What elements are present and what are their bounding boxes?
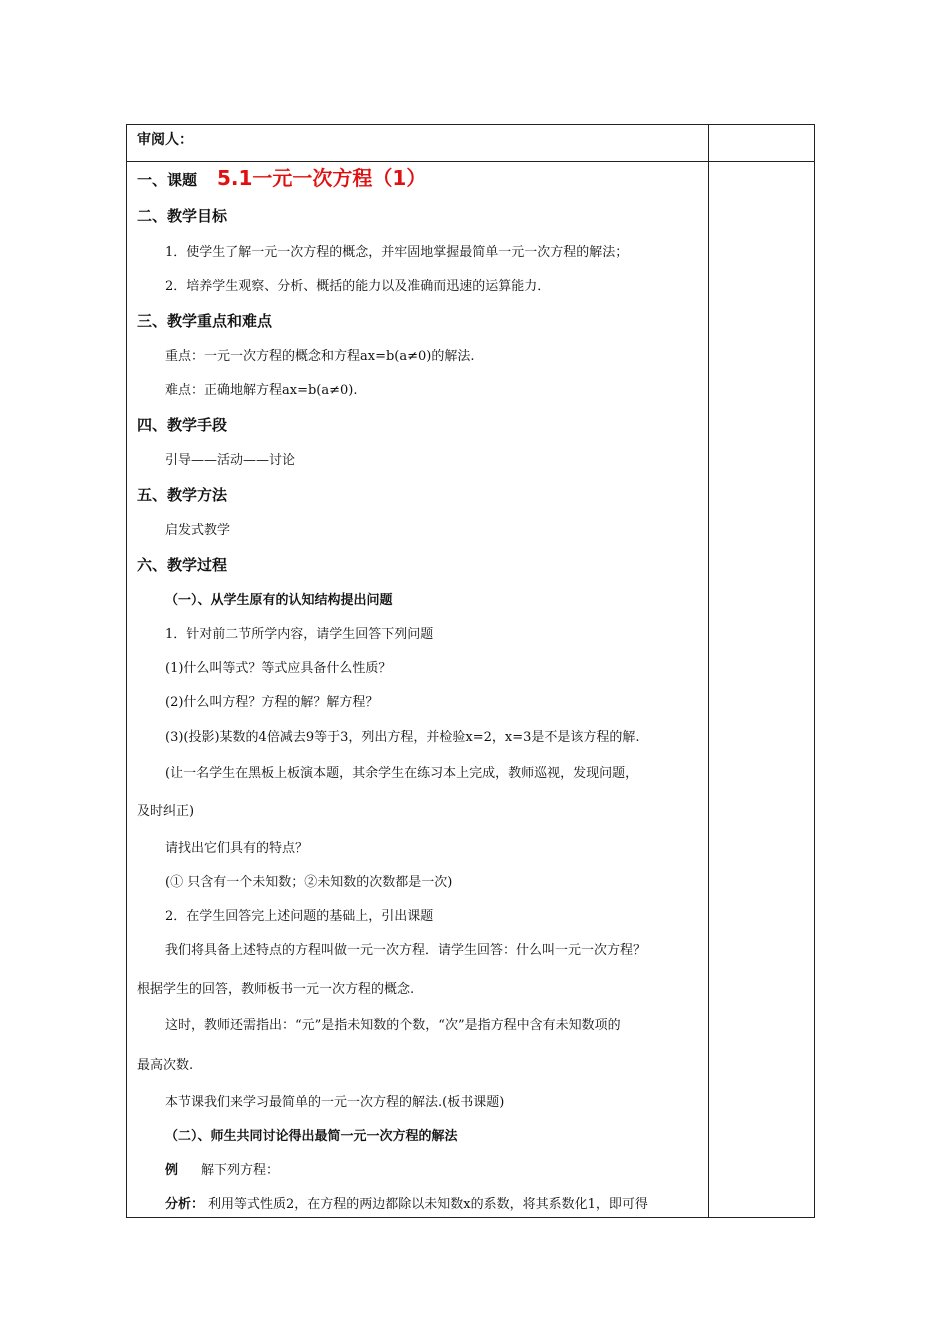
process-line: (让一名学生在黑板上板演本题，其余学生在练习本上完成，教师巡视，发现问题， <box>165 766 639 781</box>
objective-2: 2．培养学生观察、分析、概括的能力以及准确而迅速的运算能力． <box>165 279 551 294</box>
analysis-label: 分析： <box>165 1197 205 1212</box>
example-text: 解下列方程： <box>201 1163 280 1178</box>
process-line: 本节课我们来学习最简单的一元一次方程的解法.(板书课题) <box>165 1095 505 1110</box>
section-2-label: 二、教学目标 <box>137 207 228 225</box>
teaching-means: 引导——活动——讨论 <box>165 453 296 468</box>
process-line: 1．针对前二节所学内容，请学生回答下列问题 <box>165 627 434 642</box>
example-label: 例 <box>165 1163 179 1178</box>
process-part-2-heading: （二）、师生共同讨论得出最简一元一次方程的解法 <box>165 1129 458 1144</box>
section-5-label: 五、教学方法 <box>137 486 228 504</box>
process-line: 及时纠正) <box>137 804 195 819</box>
analysis-text: 利用等式性质2，在方程的两边都除以未知数x的系数，将其系数化1，即可得 <box>208 1197 648 1212</box>
process-line: 请找出它们具有的特点？ <box>165 841 309 856</box>
process-line: (① 只含有一个未知数；②未知数的次数都是一次) <box>165 875 453 890</box>
process-part-1-heading: （一）、从学生原有的认知结构提出问题 <box>165 593 393 608</box>
section-6-label: 六、教学过程 <box>137 556 228 574</box>
key-point: 重点：一元一次方程的概念和方程ax=b(a≠0)的解法. <box>165 349 475 364</box>
difficult-point: 难点：正确地解方程ax=b(a≠0). <box>165 383 358 398</box>
row-divider <box>126 161 815 162</box>
section-4-label: 四、教学手段 <box>137 416 228 434</box>
lesson-title: 5.1一元一次方程（1） <box>217 166 427 190</box>
column-divider <box>708 124 709 1218</box>
process-line: (3)(投影)某数的4倍减去9等于3，列出方程，并检验x=2，x=3是不是该方程的解. <box>165 730 640 745</box>
teaching-method: 启发式教学 <box>165 523 231 538</box>
process-line: 我们将具备上述特点的方程叫做一元一次方程．请学生回答：什么叫一元一次方程？ <box>165 943 647 958</box>
process-line: 这时，教师还需指出：“元”是指未知数的个数，“次”是指方程中含有未知数项的 <box>165 1018 621 1033</box>
reviewer-label: 审阅人： <box>137 132 193 148</box>
process-line: 2．在学生回答完上述问题的基础上，引出课题 <box>165 909 434 924</box>
process-line: 最高次数. <box>137 1058 194 1073</box>
objective-1: 1．使学生了解一元一次方程的概念，并牢固地掌握最简单一元一次方程的解法； <box>165 245 629 260</box>
process-line: (1)什么叫等式？等式应具备什么性质？ <box>165 661 392 676</box>
process-line: 根据学生的回答，教师板书一元一次方程的概念. <box>137 982 415 997</box>
section-1-label: 一、课题 <box>137 171 198 189</box>
section-3-label: 三、教学重点和难点 <box>137 312 273 330</box>
process-line: (2)什么叫方程？方程的解？解方程？ <box>165 695 379 710</box>
